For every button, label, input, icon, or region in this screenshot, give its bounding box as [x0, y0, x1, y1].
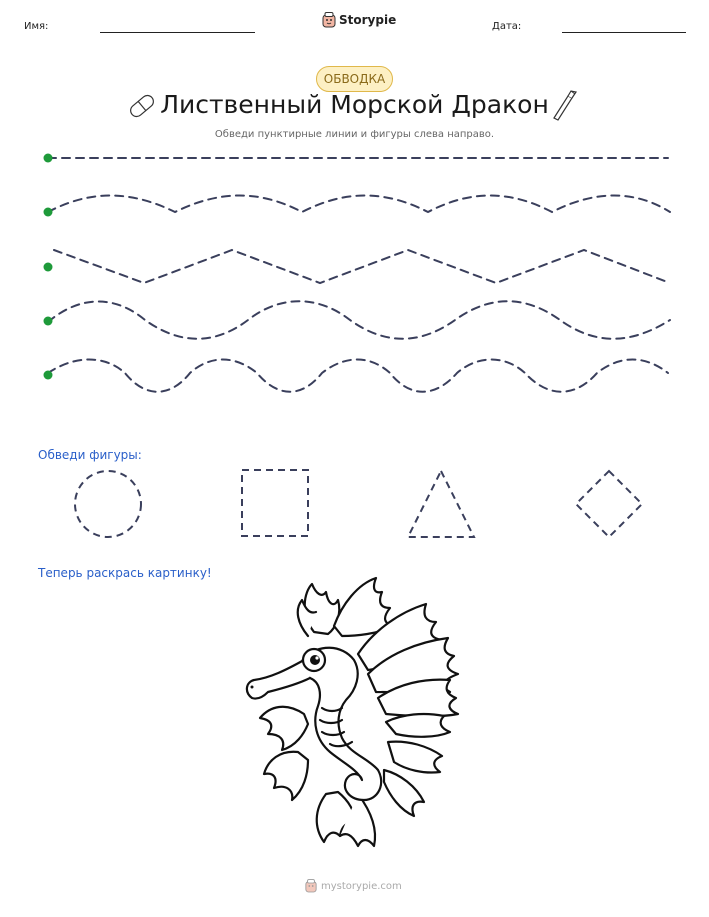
footer-url[interactable]: mystorypie.com	[321, 880, 402, 892]
sea-dragon-coloring-image[interactable]	[238, 574, 470, 854]
tracing-shape-diamond	[576, 471, 642, 537]
page-subtitle: Обведи пунктирные линии и фигуры слева направо.	[214, 129, 495, 140]
storypie-logo-icon	[305, 879, 317, 893]
tracing-shape-square	[242, 470, 308, 536]
date-label: Дата:	[492, 21, 522, 32]
name-label: Имя:	[24, 21, 49, 32]
brand-name: Storypie	[339, 13, 397, 27]
footer	[305, 879, 402, 893]
page-title: Лиственный Морской Дракон	[160, 90, 549, 119]
tracing-shape-triangle	[408, 471, 474, 537]
shapes-heading: Обведи фигуры:	[38, 448, 142, 462]
activity-badge: ОБВОДКА	[316, 66, 393, 92]
tracing-shape-circle	[75, 471, 141, 537]
coloring-heading: Теперь раскрась картинку!	[38, 566, 212, 580]
